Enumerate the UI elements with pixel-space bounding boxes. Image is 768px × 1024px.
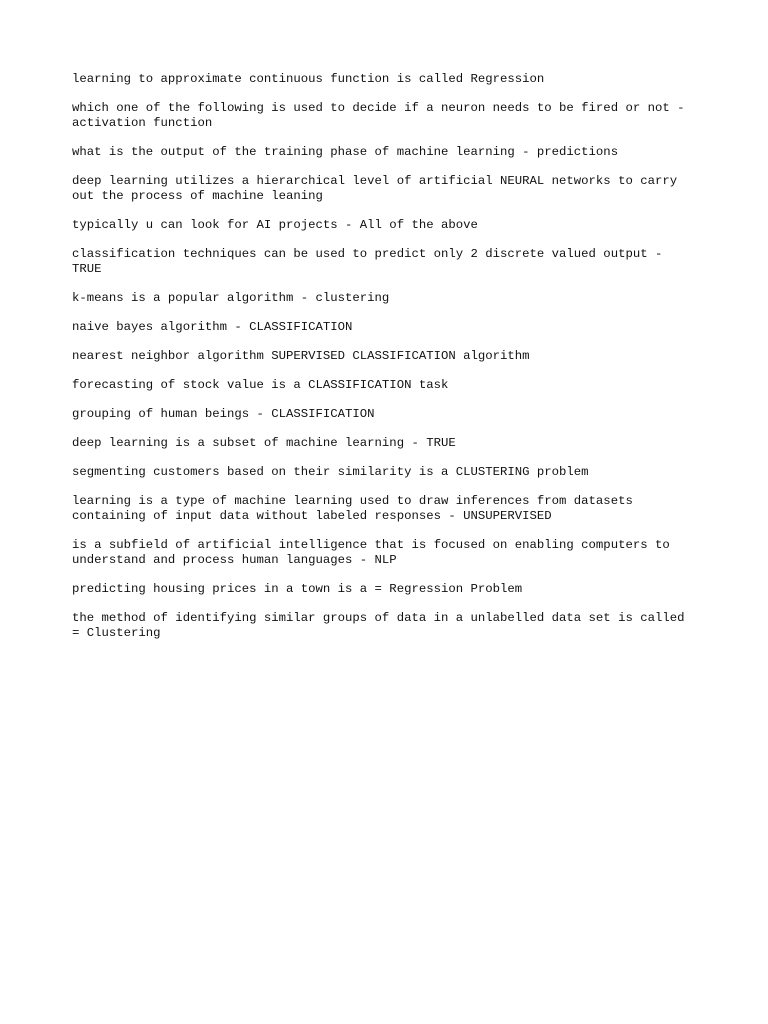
note-line: k-means is a popular algorithm - clustering: [72, 291, 390, 305]
note-line: predicting housing prices in a town is a = Regression Problem: [72, 582, 523, 596]
note-line: deep learning is a subset of machine learning - TRUE: [72, 436, 456, 450]
note-line: typically u can look for AI projects - All of the above: [72, 218, 478, 232]
note-line: forecasting of stock value is a CLASSIFICATION task: [72, 378, 449, 392]
note-line: segmenting customers based on their similarity is a CLUSTERING problem: [72, 465, 589, 479]
note-line: which one of the following is used to decide if a neuron needs to be fired or not - activation function: [72, 101, 685, 130]
note-line: the method of identifying similar groups of data in a unlabelled data set is called = Clustering: [72, 611, 685, 640]
notes-list: [72, 72, 702, 655]
note-line: learning is a type of machine learning used to draw inferences from datasets containing of input data without labeled responses - UNSUPERVISED: [72, 494, 633, 523]
note-line: what is the output of the training phase of machine learning - predictions: [72, 145, 619, 159]
note-line: deep learning utilizes a hierarchical level of artificial NEURAL networks to carry out the process of machine leaning: [72, 174, 678, 203]
note-line: nearest neighbor algorithm SUPERVISED CLASSIFICATION algorithm: [72, 349, 530, 363]
note-line: is a subfield of artificial intelligence that is focused on enabling computers to understand and process human languages - NLP: [72, 538, 670, 567]
note-line: grouping of human beings - CLASSIFICATION: [72, 407, 375, 421]
note-line: classification techniques can be used to predict only 2 discrete valued output - TRUE: [72, 247, 663, 276]
note-line: naive bayes algorithm - CLASSIFICATION: [72, 320, 353, 334]
note-line: learning to approximate continuous function is called Regression: [72, 72, 545, 86]
